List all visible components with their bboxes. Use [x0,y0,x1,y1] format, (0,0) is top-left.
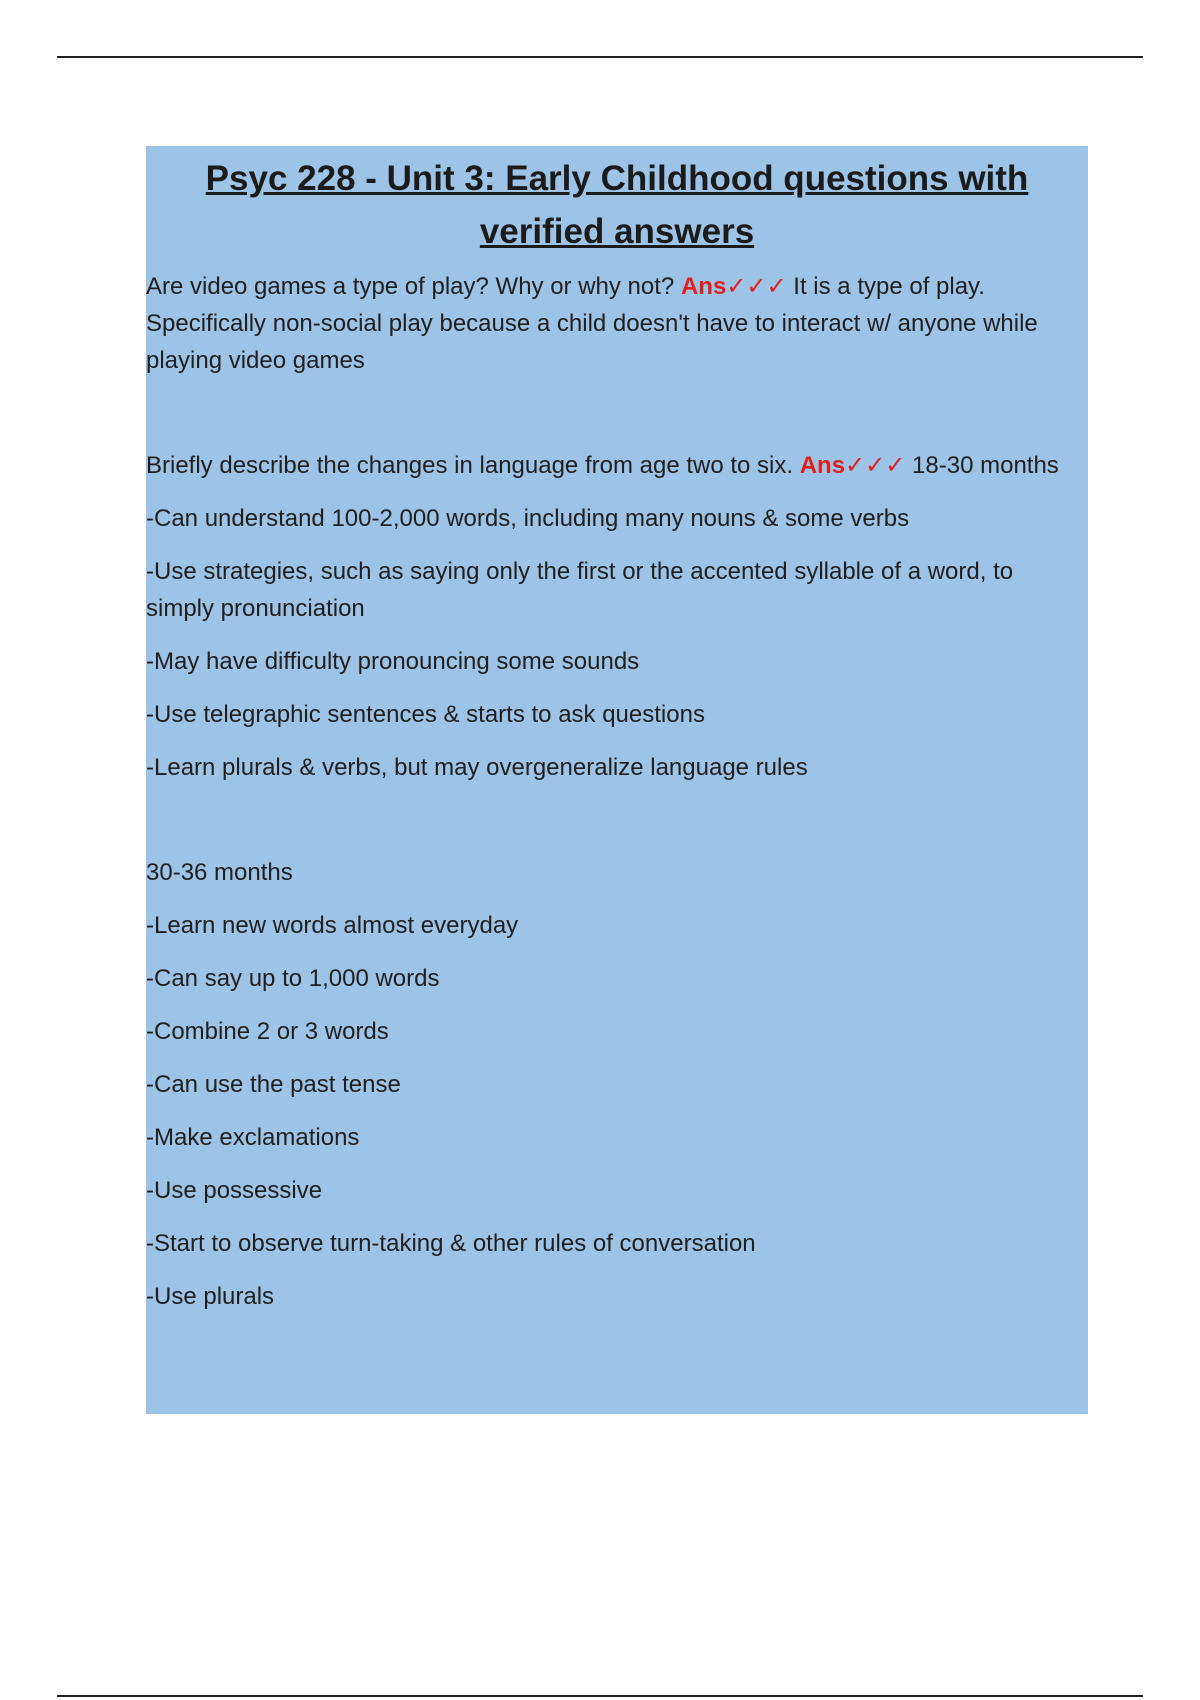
list-item: -Can use the past tense [146,1071,401,1098]
document-title: Psyc 228 - Unit 3: Early Childhood questions with verified answers [205,159,1029,251]
answer-sheet [146,146,1088,1414]
group-2-list [146,854,1088,1315]
list-item: -Use possessive [146,1177,323,1204]
bottom-rule [57,1695,1143,1697]
question-1-text: Are video games a type of play? Why or why not? [146,273,675,300]
list-item: -Learn plurals & verbs, but may overgeneralize language rules [146,754,808,781]
list-item: -Make exclamations [146,1124,360,1151]
top-rule [57,56,1143,58]
answer-1-text: It is a type of play. Specifically non-social play because a child doesn't have to interact w/ anyone while playing video games [146,273,1038,374]
list-item: -Learn new words almost everyday [146,912,519,939]
answer-2-text: 18-30 months [912,452,1059,479]
group-2-heading: 30-36 months [146,859,293,886]
question-1 [146,268,1088,379]
list-item: -Use plurals [146,1283,275,1310]
list-item: -Use telegraphic sentences & starts to ask questions [146,701,705,728]
check-marks: ✓✓✓ [845,452,906,479]
list-item: -Start to observe turn-taking & other rules of conversation [146,1230,756,1257]
list-item: -Can say up to 1,000 words [146,965,440,992]
list-item: -Can understand 100-2,000 words, including many nouns & some verbs [146,505,910,532]
check-marks: ✓✓✓ [726,273,787,300]
list-item: -Combine 2 or 3 words [146,1018,389,1045]
answer-label: Ans [680,273,727,300]
list-item: -Use strategies, such as saying only the first or the accented syllable of a word, to simply pronunciation [146,558,1014,622]
list-item: -May have difficulty pronouncing some sounds [146,648,640,675]
question-2 [146,447,1088,484]
group-1-list [146,500,1088,786]
question-2-text: Briefly describe the changes in language from age two to six. [146,452,794,479]
answer-label: Ans [799,452,846,479]
